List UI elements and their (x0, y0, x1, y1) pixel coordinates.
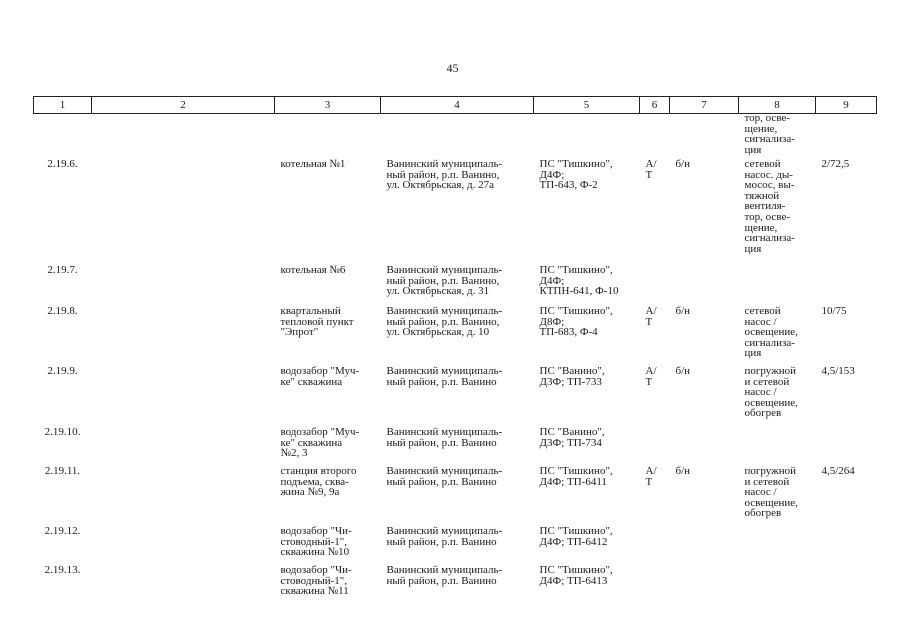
table-row-continuation (34, 114, 877, 160)
cell-address: Ванинский муниципаль- ный район, р.п. Ванино, ул. Октябрьская, д. 31 (386, 264, 503, 298)
column-header-5: 5 (534, 97, 640, 114)
cell-col7: б/н (675, 465, 691, 477)
table-header (34, 97, 877, 114)
cell-substation: ПС "Тишкино", Д8Ф; ТП-683, Ф-4 (539, 305, 613, 339)
cell-number: 2.19.6. (47, 158, 78, 170)
cell-col7: б/н (675, 305, 691, 317)
cell-equipment: погружной и сетевой насос / освещение, обогрев (744, 365, 798, 420)
table-row (34, 366, 877, 427)
column-header-7: 7 (670, 97, 739, 114)
cell-address: Ванинский муниципаль- ный район, р.п. Ванино (386, 525, 503, 548)
cell-facility: водозабор "Муч- ке" скважина №2, 3 (280, 426, 360, 460)
page-number: 45 (446, 61, 459, 75)
cell-col7: б/н (675, 365, 691, 377)
cell-facility: водозабор "Чи- стоводный-1", скважина №11 (280, 564, 352, 598)
column-header-6: 6 (640, 97, 670, 114)
table-row (34, 306, 877, 366)
cell-substation: ПС "Тишкино", Д4Ф; КТПН-641, Ф-10 (539, 264, 619, 298)
column-header-3: 3 (275, 97, 381, 114)
cell-power: 4,5/153 (821, 365, 855, 377)
table-row (34, 466, 877, 526)
cell-category: А/ Т (645, 305, 657, 328)
cell-facility: водозабор "Чи- стоводный-1", скважина №10 (280, 525, 352, 559)
table-row (34, 265, 877, 306)
cell-equipment: сетевой насос / освещение, сигнализа- ция (744, 305, 798, 360)
cell-substation: ПС "Ванино", Д3Ф; ТП-733 (539, 365, 605, 388)
cell-facility: котельная №1 (280, 158, 346, 170)
cell-facility: котельная №6 (280, 264, 346, 276)
cell-address: Ванинский муниципаль- ный район, р.п. Ванино (386, 426, 503, 449)
cell-col7: б/н (675, 158, 691, 170)
table-row (34, 159, 877, 265)
cell-number: 2.19.11. (44, 465, 81, 477)
cell-address: Ванинский муниципаль- ный район, р.п. Ванино (386, 465, 503, 488)
cell-equipment: тор, осве- щение, сигнализа- ция (744, 112, 795, 156)
cell-substation: ПС "Ванино", Д3Ф; ТП-734 (539, 426, 605, 449)
column-header-8: 8 (739, 97, 816, 114)
column-header-2: 2 (92, 97, 275, 114)
column-header-4: 4 (381, 97, 534, 114)
header-row (34, 97, 877, 114)
cell-number: 2.19.13. (44, 564, 81, 576)
cell-substation: ПС "Тишкино", Д4Ф; ТП-6413 (539, 564, 613, 587)
cell-facility: водозабор "Муч- ке" скважина (280, 365, 360, 388)
cell-substation: ПС "Тишкино", Д4Ф; ТП-6411 (539, 465, 613, 488)
cell-number: 2.19.7. (47, 264, 78, 276)
cell-category: А/ Т (645, 365, 657, 388)
table-row (34, 427, 877, 466)
cell-power: 4,5/264 (821, 465, 855, 477)
cell-number: 2.19.8. (47, 305, 78, 317)
table-row (34, 526, 877, 565)
cell-category: А/ Т (645, 158, 657, 181)
cell-number: 2.19.9. (47, 365, 78, 377)
cell-substation: ПС "Тишкино", Д4Ф; ТП-6412 (539, 525, 613, 548)
table-row (34, 565, 877, 601)
cell-address: Ванинский муниципаль- ный район, р.п. Ванино (386, 564, 503, 587)
table-body (34, 114, 877, 602)
document-table-container (33, 96, 876, 601)
cell-facility: квартальный тепловой пункт "Эпрот" (280, 305, 354, 339)
cell-number: 2.19.10. (44, 426, 81, 438)
cell-address: Ванинский муниципаль- ный район, р.п. Ванино, ул. Октябрьская, д. 10 (386, 305, 503, 339)
cell-power: 2/72,5 (821, 158, 850, 170)
cell-facility: станция второго подъема, сква- жина №9, 9а (280, 465, 357, 499)
cell-category: А/ Т (645, 465, 657, 488)
facilities-table (33, 96, 877, 601)
cell-equipment: погружной и сетевой насос / освещение, обогрев (744, 465, 798, 520)
cell-equipment: сетевой насос. ды- мосос, вы- тяжной вентиля- тор, осве- щение, сигнализа- ция (744, 158, 795, 255)
column-header-1: 1 (34, 97, 92, 114)
cell-number: 2.19.12. (44, 525, 81, 537)
cell-address: Ванинский муниципаль- ный район, р.п. Ванино, ул. Октябрьская, д. 27а (386, 158, 503, 192)
column-header-9: 9 (816, 97, 877, 114)
cell-address: Ванинский муниципаль- ный район, р.п. Ванино (386, 365, 503, 388)
cell-substation: ПС "Тишкино", Д4Ф; ТП-643, Ф-2 (539, 158, 613, 192)
cell-power: 10/75 (821, 305, 847, 317)
